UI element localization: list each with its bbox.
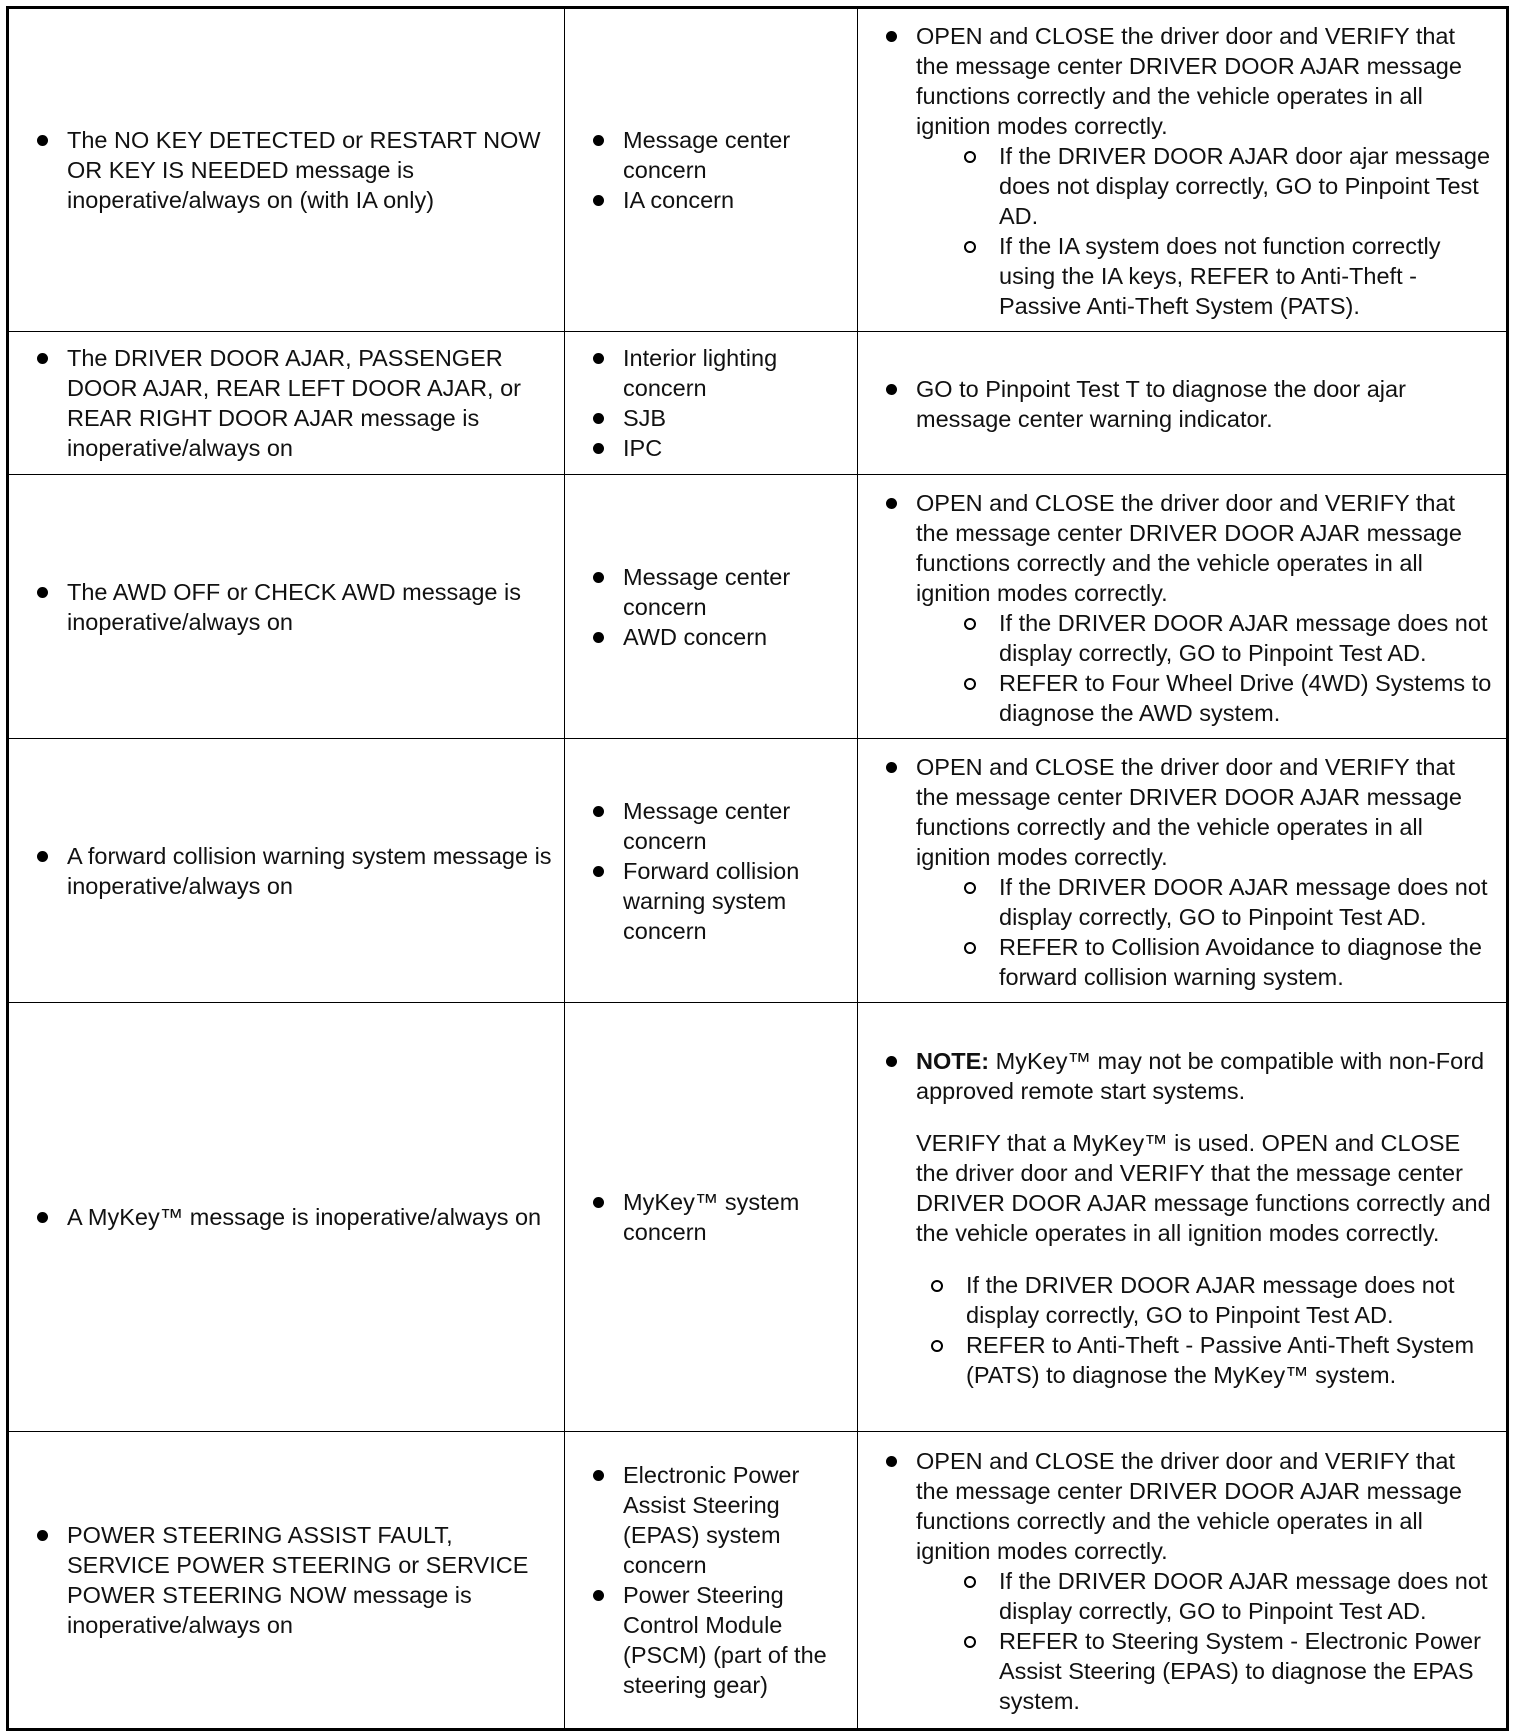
possible-source-item: Power Steering Control Module (PSCM) (part of the steering gear) [590,1580,847,1700]
action-subitem: If the IA system does not function correctly using the IA keys, REFER to Anti-Theft - Passive Anti-Theft System (PATS). [949,231,1494,321]
action-subitem: REFER to Steering System - Electronic Power Assist Steering (EPAS) to diagnose the EPAS system. [949,1626,1494,1716]
action-item [883,752,1494,992]
action-cell [858,1003,1508,1432]
diagnostic-page [6,6,1506,1731]
action-subitem: REFER to Collision Avoidance to diagnose the forward collision warning system. [949,932,1494,992]
symptom-text: A MyKey™ message is inoperative/always on [34,1202,554,1232]
possible-sources-cell [565,8,858,332]
possible-source-item: IPC [590,433,847,463]
table-row [8,739,1508,1003]
action-text: GO to Pinpoint Test T to diagnose the door ajar message center warning indicator. [883,374,1494,434]
symptom-cell [8,8,565,332]
action-subitem: REFER to Anti-Theft - Passive Anti-Theft System (PATS) to diagnose the MyKey™ system. [916,1330,1494,1390]
possible-source-item: Message center concern [590,796,847,856]
action-cell [858,1432,1508,1730]
note-item [883,1046,1494,1106]
action-item [883,488,1494,728]
possible-source-item: IA concern [590,185,847,215]
symptom-text: The NO KEY DETECTED or RESTART NOW OR KEY IS NEEDED message is inoperative/always on (with IA only) [34,125,554,215]
symptom-cell [8,1432,565,1730]
action-text: OPEN and CLOSE the driver door and VERIFY that the message center DRIVER DOOR AJAR message functions correctly and the vehicle operates in all ignition modes correctly. [916,489,1462,606]
possible-source-item: Electronic Power Assist Steering (EPAS) system concern [590,1460,847,1580]
possible-source-item: AWD concern [590,622,847,652]
symptom-text: The AWD OFF or CHECK AWD message is inoperative/always on [34,577,554,637]
action-subitem: REFER to Four Wheel Drive (4WD) Systems to diagnose the AWD system. [949,668,1494,728]
action-paragraph: VERIFY that a MyKey™ is used. OPEN and CLOSE the driver door and VERIFY that the message center DRIVER DOOR AJAR message functions correctly and the vehicle operates in all ignition modes correctly. [916,1130,1491,1246]
possible-source-item: Interior lighting concern [590,343,847,403]
symptom-text: The DRIVER DOOR AJAR, PASSENGER DOOR AJAR, REAR LEFT DOOR AJAR, or REAR RIGHT DOOR AJAR message is inoperative/always on [34,343,554,463]
action-text: OPEN and CLOSE the driver door and VERIFY that the message center DRIVER DOOR AJAR message functions correctly and the vehicle operates in all ignition modes correctly. [916,1448,1462,1564]
action-item [883,1446,1494,1716]
possible-source-item: Message center concern [590,562,847,622]
symptom-chart-table [6,6,1509,1731]
table-row [8,1432,1508,1730]
symptom-cell [8,739,565,1003]
action-text: OPEN and CLOSE the driver door and VERIFY that the message center DRIVER DOOR AJAR message functions correctly and the vehicle operates in all ignition modes correctly. [916,753,1462,870]
table-row [8,475,1508,739]
action-subitem: If the DRIVER DOOR AJAR door ajar message does not display correctly, GO to Pinpoint Test AD. [949,141,1494,231]
possible-sources-cell [565,475,858,739]
table-row [8,332,1508,475]
action-subitem: If the DRIVER DOOR AJAR message does not display correctly, GO to Pinpoint Test AD. [949,608,1494,668]
symptom-text: POWER STEERING ASSIST FAULT, SERVICE POWER STEERING or SERVICE POWER STEERING NOW message is inoperative/always on [34,1520,554,1640]
symptom-text: A forward collision warning system message is inoperative/always on [34,841,554,901]
possible-source-item: SJB [590,403,847,433]
symptom-cell [8,332,565,475]
action-cell [858,332,1508,475]
possible-source-item: Forward collision warning system concern [590,856,847,946]
table-row [8,8,1508,332]
action-text: OPEN and CLOSE the driver door and VERIFY that the message center DRIVER DOOR AJAR message functions correctly and the vehicle operates in all ignition modes correctly. [916,23,1462,139]
action-subitem: If the DRIVER DOOR AJAR message does not display correctly, GO to Pinpoint Test AD. [949,1566,1494,1626]
action-cell [858,739,1508,1003]
action-cell [858,475,1508,739]
possible-sources-cell [565,1432,858,1730]
possible-sources-cell [565,1003,858,1432]
table-row [8,1003,1508,1432]
action-cell [858,8,1508,332]
action-item [883,21,1494,321]
action-subitem: If the DRIVER DOOR AJAR message does not display correctly, GO to Pinpoint Test AD. [916,1270,1494,1330]
possible-source-item: MyKey™ system concern [590,1187,847,1247]
note-text: MyKey™ may not be compatible with non-Ford approved remote start systems. [916,1048,1485,1104]
possible-sources-cell [565,332,858,475]
possible-sources-cell [565,739,858,1003]
symptom-cell [8,475,565,739]
note-label: NOTE: [916,1048,990,1074]
action-subitem: If the DRIVER DOOR AJAR message does not display correctly, GO to Pinpoint Test AD. [949,872,1494,932]
symptom-cell [8,1003,565,1432]
possible-source-item: Message center concern [590,125,847,185]
